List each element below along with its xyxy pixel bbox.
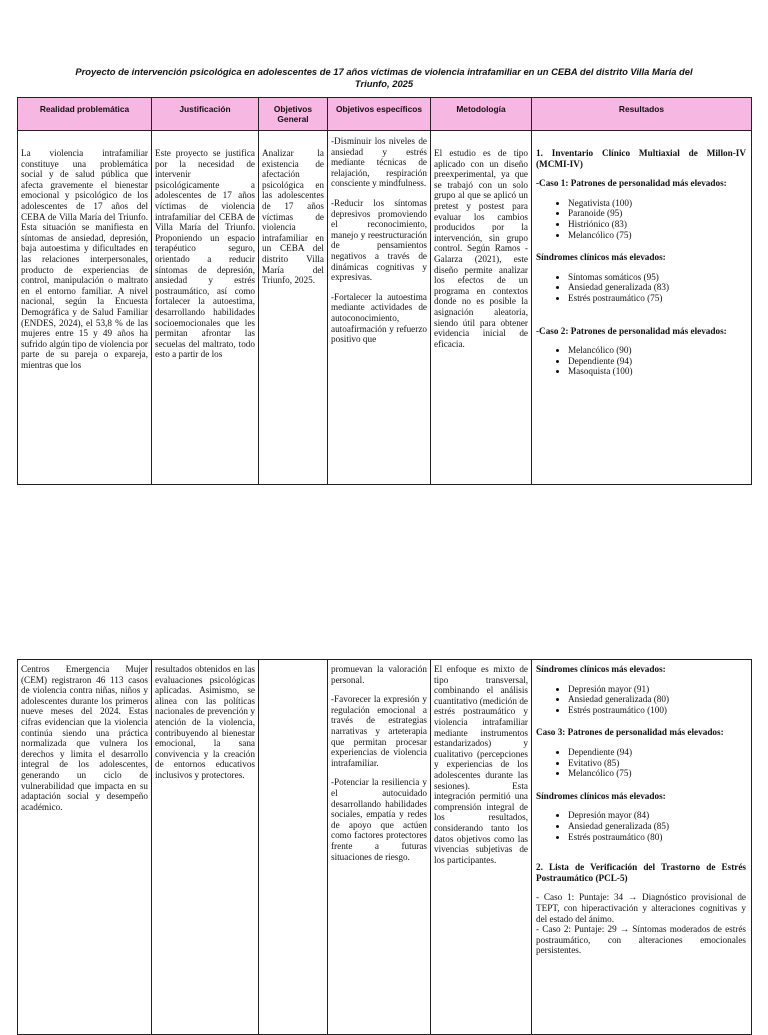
list-item: • Masoquista (100) [568,366,746,377]
sindromes3-label: Síndromes clínicos más elevados: [536,790,666,801]
pcl-caso1: - Caso 1: Puntaje: 34 → Diagnóstico provisional de TEPT, con hiperactivación y alteraciones cognitivas y del estado del ánimo. [536,892,746,924]
list-item: • Estrés postraumático (75) [568,293,746,304]
list-item: • Ansiedad generalizada (80) [568,694,746,705]
header-justificacion: Justificación [152,98,259,131]
objetivo-especifico: promuevan la valoración personal. [331,664,427,685]
objetivo-especifico: -Reducir los síntomas depresivos promoviendo el reconocimiento, manejo y reestructuración de pensamientos negativos a través de dinámicas cognitivas y expresivas. [331,197,427,283]
header-metodologia: Metodología [431,98,532,131]
cell-metodologia: El enfoque es mixto de tipo transversal, combinando el análisis cuantitativo (medición de estrés postraumático y violencia intrafamiliar mediante instrumentos estandarizados) y cualitativo (percepciones y experiencias de los adolescentes durante las sesiones). Esta integración permitió una comprensión integral de los resultados, considerando tanto los datos objetivos como las vivencias subjetivas de los participantes. [431,660,532,1035]
cell-realidad: La violencia intrafamiliar constituye una problemática social y de salud pública que afecta gravemente el bienestar emocional y psicológico de los adolescentes de 17 años del CEBA de Villa María del Triunfo. Esta situación se manifiesta en síntomas de ansiedad, depresión, baja autoestima y dificultades en las relaciones interpersonales, producto de experiencias de control, manipulación o maltrato en el entorno familiar. A nivel nacional, según la Encuesta Demográfica y de Salud Familiar (ENDES, 2024), el 53,8 % de las mujeres entre 15 y 49 años ha sufrido algún tipo de violencia por parte de su pareja o expareja, mientras que los [18,131,152,485]
caso3-list [536,747,746,779]
content-row [18,660,752,1035]
sindromes2-list [536,684,746,716]
sindromes2-label: Síndromes clínicos más elevados: [536,664,666,674]
cell-justificacion: resultados obtenidos en las evaluaciones psicológicas aplicadas. Asimismo, se alinea con las políticas nacionales de prevención y atención de la violencia, contribuyendo al bienestar emocional, la sana convivencia y la creación de entornos educativos inclusivos y protectores. [152,660,259,1035]
caso1-label: -Caso 1: Patrones de personalidad más elevados: [536,178,727,189]
list-item: • Dependiente (94) [568,747,746,758]
document-title: Proyecto de intervención psicológica en adolescentes de 17 años víctimas de violencia intrafamiliar en un CEBA del distrito Villa María del Triunfo, 2025 [75,66,693,89]
cell-realidad: Centros Emergencia Mujer (CEM) registraron 46 113 casos de violencia contra niñas, niños y adolescentes durante los primeros nueve meses del 2024. Estas cifras evidencian que la violencia continúa siendo una práctica normalizada que vulnera los derechos y limita el desarrollo integral de los adolescentes, generando un ciclo de vulnerabilidad que impacta en su adaptación social y desempeño académico. [18,660,152,1035]
list-item: • Ansiedad generalizada (85) [568,821,746,832]
list-item: • Melancólico (75) [568,768,746,779]
caso2-label: -Caso 2: Patrones de personalidad más elevados: [536,325,727,336]
intervention-table-page-2 [17,659,752,1035]
objetivo-especifico: -Favorecer la expresión y regulación emocional a través de estrategias narrativas y arteterapia que permitan procesar experiencias de violencia intrafamiliar. [331,694,427,768]
header-realidad: Realidad problemática [18,98,152,131]
list-item: • Depresión mayor (91) [568,684,746,695]
list-item: • Negativista (100) [568,198,746,209]
cell-resultados [532,660,752,1035]
cell-objetivos-especificos [328,131,431,485]
pcl-heading: 2. Lista de Verificación del Trastorno de Estrés Postraumático (PCL-5) [536,862,746,883]
list-item: • Estrés postraumático (100) [568,705,746,716]
results-heading: 1. Inventario Clínico Multiaxial de Millon-IV (MCMI-IV) [536,148,746,169]
list-item: • Evitativo (85) [568,758,746,769]
header-objetivos-especificos: Objetivos específicos [328,98,431,131]
list-item: • Ansiedad generalizada (83) [568,282,746,293]
caso1-list [536,198,746,240]
list-item: • Melancólico (90) [568,345,746,356]
objetivo-especifico: -Disminuir los niveles de ansiedad y estrés mediante técnicas de relajación, respiración consciente y mindfulness. [331,136,427,189]
pcl-caso2: - Caso 2: Puntaje: 29 → Síntomas moderados de estrés postraumático, con alteraciones emocionales persistentes. [536,924,746,956]
cell-objetivo-general: Analizar la existencia de afectación psicológica en las adolescentes de 17 años víctimas de violencia intrafamiliar en un CEBA del distrito Villa María del Triunfo, 2025. [259,131,328,485]
header-resultados: Resultados [532,98,752,131]
list-item: • Paranoide (95) [568,208,746,219]
sindromes3-list [536,810,746,842]
list-item: • Melancólico (75) [568,230,746,241]
sindromes1-label: Síndromes clínicos más elevados: [536,252,666,263]
sindromes1-list [536,272,746,304]
list-item: • Histriónico (83) [568,219,746,230]
header-row [18,98,752,131]
list-item: • Estrés postraumático (80) [568,832,746,843]
header-objetivo-general: Objetivos General [259,98,328,131]
list-item: • Síntomas somáticos (95) [568,272,746,283]
content-row [18,131,752,485]
cell-metodologia: El estudio es de tipo aplicado con un diseño preexperimental, ya que se trabajó con un solo grupo al que se aplicó un pretest y postest para evaluar los cambios producidos por la intervención, sin grupo control. Según Ramos - Galarza (2021), este diseño permite analizar los efectos de un programa en contextos donde no es posible la asignación aleatoria, siendo útil para obtener evidencia inicial de eficacia. [431,131,532,485]
cell-justificacion: Este proyecto se justifica por la necesidad de intervenir psicológicamente a adolescentes de 17 años víctimas de violencia intrafamiliar del CEBA de Villa María del Triunfo. Proponiendo un espacio terapéutico seguro, orientado a reducir síntomas de depresión, ansiedad y estrés postraumático, así como fortalecer la autoestima, desarrollando habilidades socioemocionales que les permitan afrontar las secuelas del maltrato, todo esto a partir de los [152,131,259,485]
list-item: • Depresión mayor (84) [568,810,746,821]
cell-objetivos-especificos [328,660,431,1035]
cell-resultados [532,131,752,485]
objetivo-especifico: -Potenciar la resiliencia y el autocuidado desarrollando habilidades sociales, empatía y redes de apoyo que actúen como factores protectores frente a futuras situaciones de riesgo. [331,777,427,862]
caso2-list [536,345,746,377]
intervention-table-page-1 [17,97,752,485]
objetivo-especifico: -Fortalecer la autoestima mediante actividades de autoconocimiento, autoafirmación y refuerzo positivo que [331,291,427,345]
caso3-label: Caso 3: Patrones de personalidad más elevados: [536,727,724,738]
cell-objetivo-general [259,660,328,1035]
list-item: • Dependiente (94) [568,356,746,367]
